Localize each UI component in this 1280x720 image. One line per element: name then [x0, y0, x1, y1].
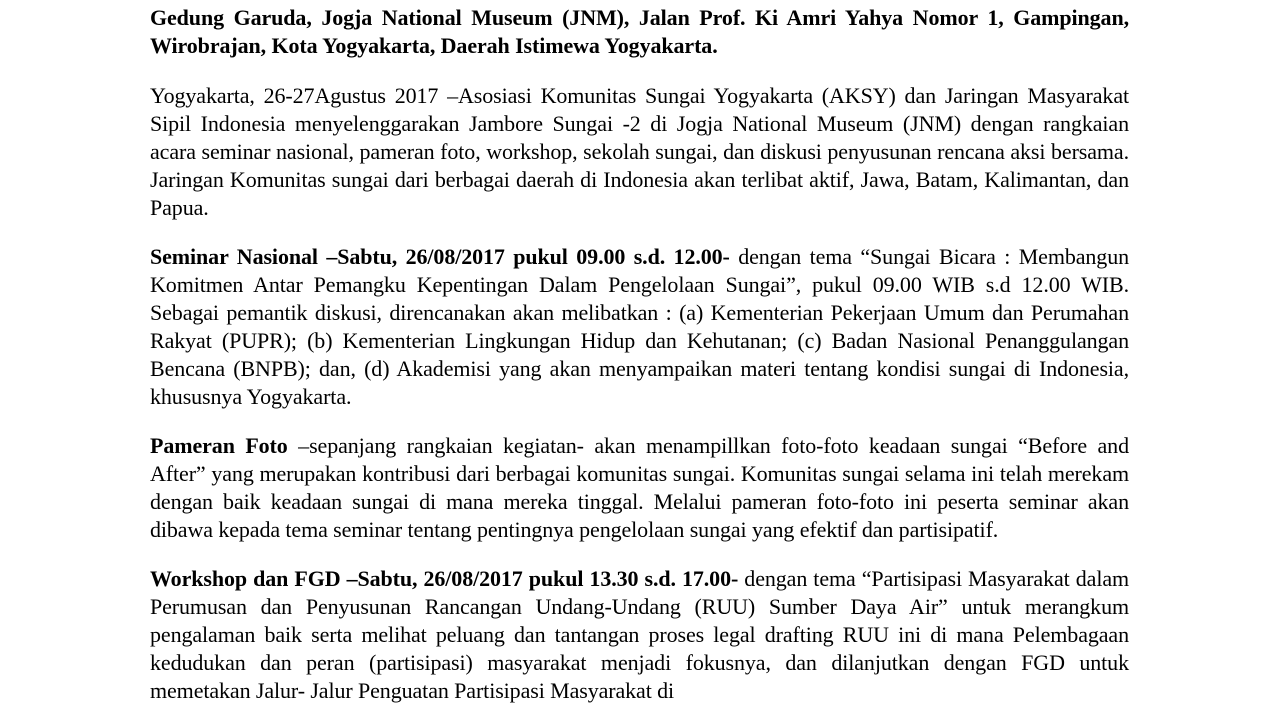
paragraph-lead-bold: Seminar Nasional –Sabtu, 26/08/2017 pukul 09.00 s.d. 12.00-	[150, 244, 730, 269]
paragraph-text: Yogyakarta, 26-27Agustus 2017 –Asosiasi Komunitas Sungai Yogyakarta (AKSY) dan Jaringan Masyarakat Sipil Indonesia menyelenggarakan Jambore Sungai -2 di Jogja National Museum (JNM) dengan rangkaian acara seminar nasional, pameran foto, workshop, sekolah sungai, dan diskusi penyusunan rencana aksi bersama. Jaringan Komunitas sungai dari berbagai daerah di Indonesia akan terlibat aktif, Jawa, Batam, Kalimantan, dan Papua.	[150, 83, 1129, 220]
venue-address-heading: Gedung Garuda, Jogja National Museum (JNM), Jalan Prof. Ki Amri Yahya Nomor 1, Gampingan, Wirobrajan, Kota Yogyakarta, Daerah Istimewa Yogyakarta.	[150, 5, 1129, 58]
paragraph-text: –sepanjang rangkaian kegiatan- akan menampillkan foto-foto keadaan sungai “Before and After” yang merupakan kontribusi dari berbagai komunitas sungai. Komunitas sungai selama ini telah merekam dengan baik keadaan sungai di mana mereka tinggal. Melalui pameran foto-foto ini peserta seminar akan dibawa kepada tema seminar tentang pentingnya pengelolaan sungai yang efektif dan partisipatif.	[150, 433, 1129, 542]
paragraph-seminar-nasional	[150, 243, 1129, 411]
paragraph-workshop-fgd	[150, 565, 1129, 705]
paragraph-lead-bold: Pameran Foto	[150, 433, 288, 458]
paragraph-text: dengan tema “Partisipasi Masyarakat dalam Perumusan dan Penyusunan Rancangan Undang-Undang (RUU) Sumber Daya Air” untuk merangkum pengalaman baik serta melihat peluang dan tantangan proses legal drafting RUU ini di mana Pelembagaan kedudukan dan peran (partisipasi) masyarakat menjadi fokusnya, dan dilanjutkan dengan FGD untuk memetakan Jalur- Jalur Penguatan Partisipasi Masyarakat di	[150, 566, 1130, 703]
paragraph-text: dengan tema “Sungai Bicara : Membangun Komitmen Antar Pemangku Kepentingan Dalam Pengelolaan Sungai”, pukul 09.00 WIB s.d 12.00 WIB. Sebagai pemantik diskusi, direncanakan akan melibatkan : (a) Kementerian Pekerjaan Umum dan Perumahan Rakyat (PUPR); (b) Kementerian Lingkungan Hidup dan Kehutanan; (c) Badan Nasional Penanggulangan Bencana (BNPB); dan, (d) Akademisi yang akan menyampaikan materi tentang kondisi sungai di Indonesia, khususnya Yogyakarta.	[150, 244, 1130, 409]
paragraph-overview	[150, 82, 1129, 222]
paragraph-lead-bold: Workshop dan FGD –Sabtu, 26/08/2017 pukul 13.30 s.d. 17.00-	[150, 566, 739, 591]
paragraph-pameran-foto	[150, 432, 1129, 544]
